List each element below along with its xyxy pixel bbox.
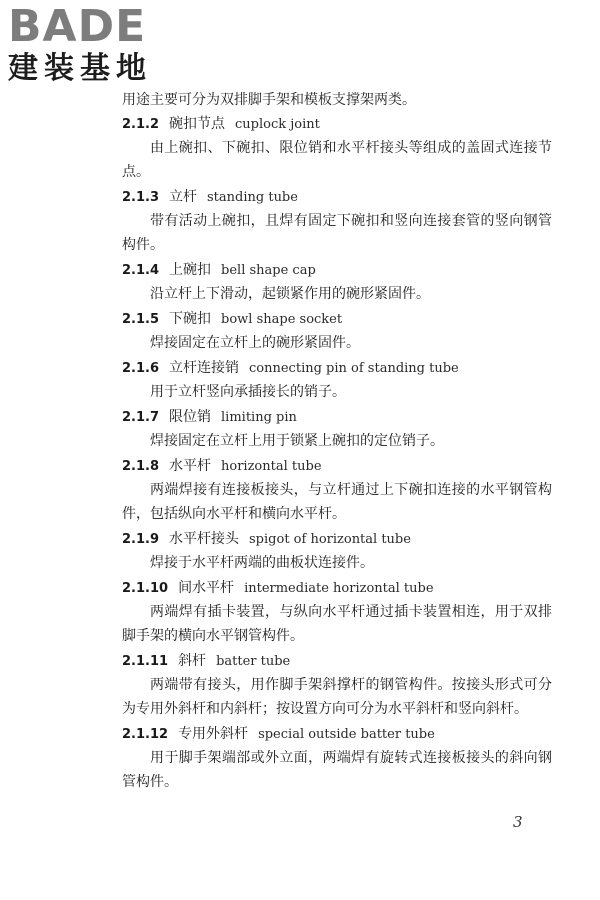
term-number: 2.1.5 xyxy=(122,312,160,327)
term-entry xyxy=(122,357,552,404)
logo-subtitle: 建装基地 xyxy=(8,51,152,86)
term-chinese: 立杆连接销 xyxy=(169,360,240,376)
term-heading xyxy=(122,113,552,136)
term-english: standing tube xyxy=(207,190,298,205)
term-heading xyxy=(122,577,552,600)
logo-wordmark: BADE xyxy=(8,1,147,52)
term-chinese: 水平杆接头 xyxy=(169,531,240,547)
term-chinese: 间水平杆 xyxy=(178,580,235,596)
term-entry xyxy=(122,186,552,257)
term-english: intermediate horizontal tube xyxy=(244,581,434,596)
term-entry xyxy=(122,259,552,306)
term-heading xyxy=(122,357,552,380)
term-number: 2.1.12 xyxy=(122,727,169,742)
term-definition: 沿立杆上下滑动，起锁紧作用的碗形紧固件。 xyxy=(150,286,430,302)
term-english: spigot of horizontal tube xyxy=(249,532,411,547)
term-definition: 两端焊有插卡装置，与纵向水平杆通过插卡装置相连，用于双排脚手架的横向水平钢管构件。 xyxy=(122,604,552,644)
document-body xyxy=(122,89,552,794)
term-number: 2.1.6 xyxy=(122,361,160,376)
term-entry xyxy=(122,723,552,794)
term-definition: 两端带有接头，用作脚手架斜撑杆的钢管构件。按接头形式可分为专用外斜杆和内斜杆；按设置方向可分为水平斜杆和竖向斜杆。 xyxy=(122,677,552,717)
term-english: horizontal tube xyxy=(221,459,322,474)
term-english: limiting pin xyxy=(221,410,297,425)
term-heading xyxy=(122,650,552,673)
term-number: 2.1.8 xyxy=(122,459,160,474)
term-chinese: 下碗扣 xyxy=(169,311,212,327)
term-definition: 用于立杆竖向承插接长的销子。 xyxy=(150,384,346,400)
term-heading xyxy=(122,406,552,429)
term-definition: 焊接于水平杆两端的曲板状连接件。 xyxy=(150,555,374,571)
term-number: 2.1.4 xyxy=(122,263,160,278)
site-logo xyxy=(8,1,178,86)
term-entry xyxy=(122,308,552,355)
term-entry xyxy=(122,455,552,526)
term-english: bowl shape socket xyxy=(221,312,343,327)
term-heading xyxy=(122,186,552,209)
intro-paragraph: 用途主要可分为双排脚手架和模板支撑架两类。 xyxy=(122,92,416,108)
term-definition: 带有活动上碗扣，且焊有固定下碗扣和竖向连接套管的竖向钢管构件。 xyxy=(122,213,552,253)
term-number: 2.1.2 xyxy=(122,117,160,132)
term-entry xyxy=(122,113,552,184)
term-heading xyxy=(122,528,552,551)
term-heading xyxy=(122,723,552,746)
term-chinese: 限位销 xyxy=(169,409,212,425)
term-definition: 用于脚手架端部或外立面，两端焊有旋转式连接板接头的斜向钢管构件。 xyxy=(122,750,552,790)
term-english: connecting pin of standing tube xyxy=(249,361,459,376)
term-number: 2.1.10 xyxy=(122,581,169,596)
term-number: 2.1.7 xyxy=(122,410,160,425)
term-chinese: 斜杆 xyxy=(178,653,207,669)
term-heading xyxy=(122,308,552,331)
term-definition: 由上碗扣、下碗扣、限位销和水平杆接头等组成的盖固式连接节点。 xyxy=(122,140,552,180)
term-entry xyxy=(122,650,552,721)
term-definition: 焊接固定在立杆上的碗形紧固件。 xyxy=(150,335,360,351)
term-number: 2.1.9 xyxy=(122,532,160,547)
term-chinese: 水平杆 xyxy=(169,458,212,474)
term-definition: 焊接固定在立杆上用于锁紧上碗扣的定位销子。 xyxy=(150,433,444,449)
term-english: cuplock joint xyxy=(235,117,320,132)
term-chinese: 碗扣节点 xyxy=(169,116,226,132)
term-english: bell shape cap xyxy=(221,263,316,278)
term-list xyxy=(122,113,552,794)
term-chinese: 专用外斜杆 xyxy=(178,726,249,742)
term-number: 2.1.3 xyxy=(122,190,160,205)
term-chinese: 立杆 xyxy=(169,189,198,205)
term-number: 2.1.11 xyxy=(122,654,169,669)
term-chinese: 上碗扣 xyxy=(169,262,212,278)
term-entry xyxy=(122,528,552,575)
term-heading xyxy=(122,259,552,282)
term-heading xyxy=(122,455,552,478)
term-english: batter tube xyxy=(216,654,291,669)
term-entry xyxy=(122,577,552,648)
term-entry xyxy=(122,406,552,453)
page-number: 3 xyxy=(513,813,523,831)
term-english: special outside batter tube xyxy=(258,727,435,742)
term-definition: 两端焊接有连接板接头，与立杆通过上下碗扣连接的水平钢管构件，包括纵向水平杆和横向水平杆。 xyxy=(122,482,552,522)
